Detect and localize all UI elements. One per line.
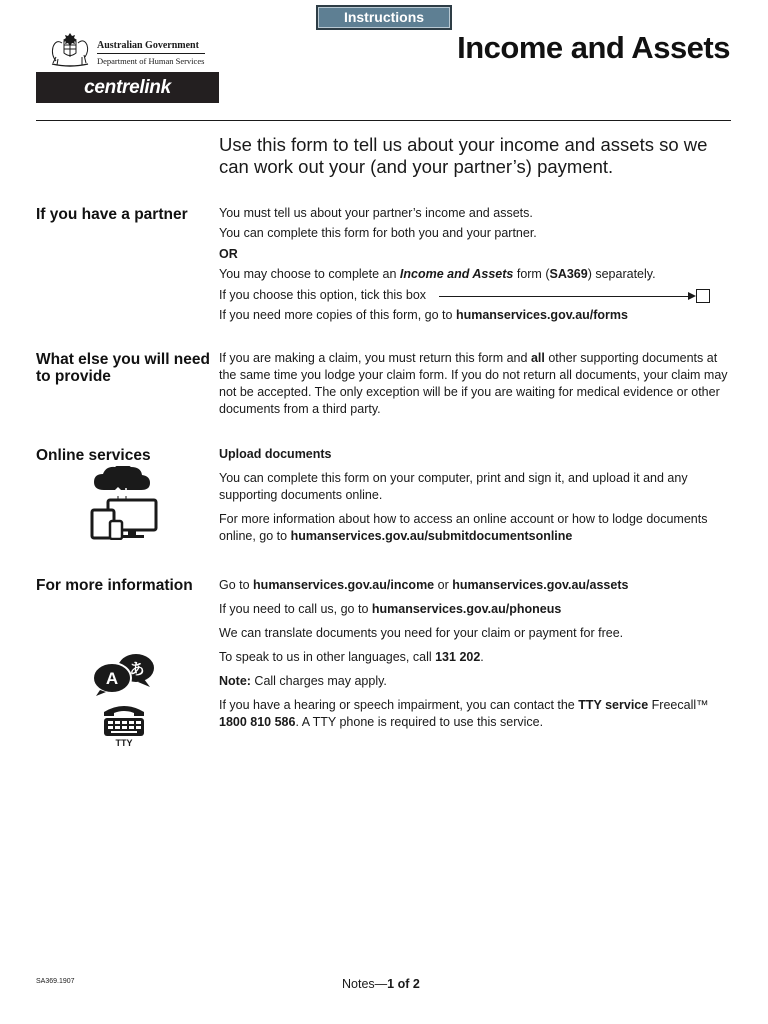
tty-icon-label: TTY	[115, 738, 133, 748]
intro-text: Use this form to tell us about your income and assets so we can work out your (and your partner’s) payment.	[219, 134, 708, 177]
more-info-line-2	[219, 601, 731, 618]
partner-line-1: You must tell us about your partner’s income and assets.	[219, 206, 533, 220]
phoneus-link[interactable]: humanservices.gov.au/phoneus	[371, 602, 562, 616]
form-code: SA369	[549, 267, 588, 281]
tick-option-text: If you choose this option, tick this box	[219, 288, 427, 302]
income-link[interactable]: humanservices.gov.au/income	[253, 578, 435, 592]
instructions-tab: Instructions	[316, 5, 452, 30]
partner-heading: If you have a partner	[36, 206, 188, 223]
more-info-line-3: We can translate documents you need for your claim or payment for free.	[219, 626, 624, 640]
partner-line-5	[219, 307, 731, 324]
tty-phone-number: 1800 810 586	[219, 715, 296, 729]
gov-name: Australian Government	[97, 40, 199, 51]
tty-text-post: . A TTY phone is required to use this service.	[295, 715, 544, 729]
forms-link[interactable]: humanservices.gov.au/forms	[455, 308, 628, 322]
form-code-footer: SA369.1907	[36, 978, 75, 985]
partner-line-3-mid: form (	[513, 267, 550, 281]
more-info-line-4-pre: To speak to us in other languages, call	[219, 650, 436, 664]
provide-text-pre: If you are making a claim, you must return this form and	[219, 351, 531, 365]
translate-icon	[92, 652, 156, 696]
centrelink-logo: centrelink	[36, 72, 219, 103]
or-label: OR	[219, 247, 238, 261]
more-info-line-2-pre: If you need to call us, go to	[219, 602, 372, 616]
submit-docs-link[interactable]: humanservices.gov.au/submitdocumentsonline	[290, 529, 573, 543]
note-label: Note:	[219, 674, 251, 688]
more-info-line-1	[219, 577, 731, 594]
more-info-heading: For more information	[36, 577, 193, 594]
arrow-line	[439, 296, 691, 297]
online-text-2	[219, 511, 731, 545]
partner-line-3-post: ) separately.	[587, 267, 656, 281]
department-name: Department of Human Services	[97, 56, 205, 66]
cloud-devices-icon	[90, 466, 158, 540]
provide-text	[219, 350, 731, 418]
translate-icon-a: A	[105, 669, 119, 688]
arrow-right-icon	[688, 292, 696, 300]
notes-label: Notes—	[342, 977, 388, 991]
page-number: 1 of 2	[387, 977, 420, 991]
more-info-line-1-mid: or	[434, 578, 453, 592]
coat-of-arms-icon	[48, 33, 92, 67]
header-divider	[36, 120, 731, 121]
translate-icon-b: あ	[129, 660, 145, 678]
gov-rule	[97, 53, 205, 54]
tty-text-pre: If you have a hearing or speech impairment, you can contact the	[219, 698, 579, 712]
language-phone-number: 131 202	[435, 650, 481, 664]
online-text-2-pre: For more information about how to access an online account or how to lodge documents online, go to	[219, 512, 708, 543]
separate-form-checkbox[interactable]	[696, 289, 710, 303]
provide-text-bold: all	[530, 351, 545, 365]
partner-line-3	[219, 266, 731, 283]
upload-subheading-text: Upload documents	[219, 447, 332, 461]
form-name: Income and Assets	[399, 267, 514, 281]
partner-line-5-pre: If you need more copies of this form, go to	[219, 308, 456, 322]
partner-or	[219, 246, 731, 263]
tty-service-label: TTY service	[578, 698, 649, 712]
upload-subheading	[219, 446, 731, 463]
more-info-line-4	[219, 649, 731, 666]
provide-text-post: other supporting documents at the same time you lodge your claim form. If you do not return all documents, your claim may not be accepted. The only exception will be if you are waiting for medical evidence or other documents from a third party.	[219, 351, 728, 416]
tty-phone-icon	[100, 702, 148, 748]
more-info-line-1-pre: Go to	[219, 578, 254, 592]
tty-freecall: Freecall™	[648, 698, 709, 712]
page-title: Income and Assets	[457, 30, 730, 65]
more-info-line-4-post: .	[480, 650, 484, 664]
note-text: Call charges may apply.	[250, 674, 387, 688]
note-line	[219, 673, 731, 690]
online-heading: Online services	[36, 447, 151, 464]
online-text-1: You can complete this form on your computer, print and sign it, and upload it and any supporting documents online.	[219, 471, 688, 502]
assets-link[interactable]: humanservices.gov.au/assets	[452, 578, 629, 592]
partner-line-2: You can complete this form for both you and your partner.	[219, 226, 537, 240]
provide-heading: What else you will need to provide	[36, 351, 210, 385]
partner-line-3-pre: You may choose to complete an	[219, 267, 400, 281]
tty-text	[219, 697, 731, 731]
page-indicator	[342, 977, 420, 991]
